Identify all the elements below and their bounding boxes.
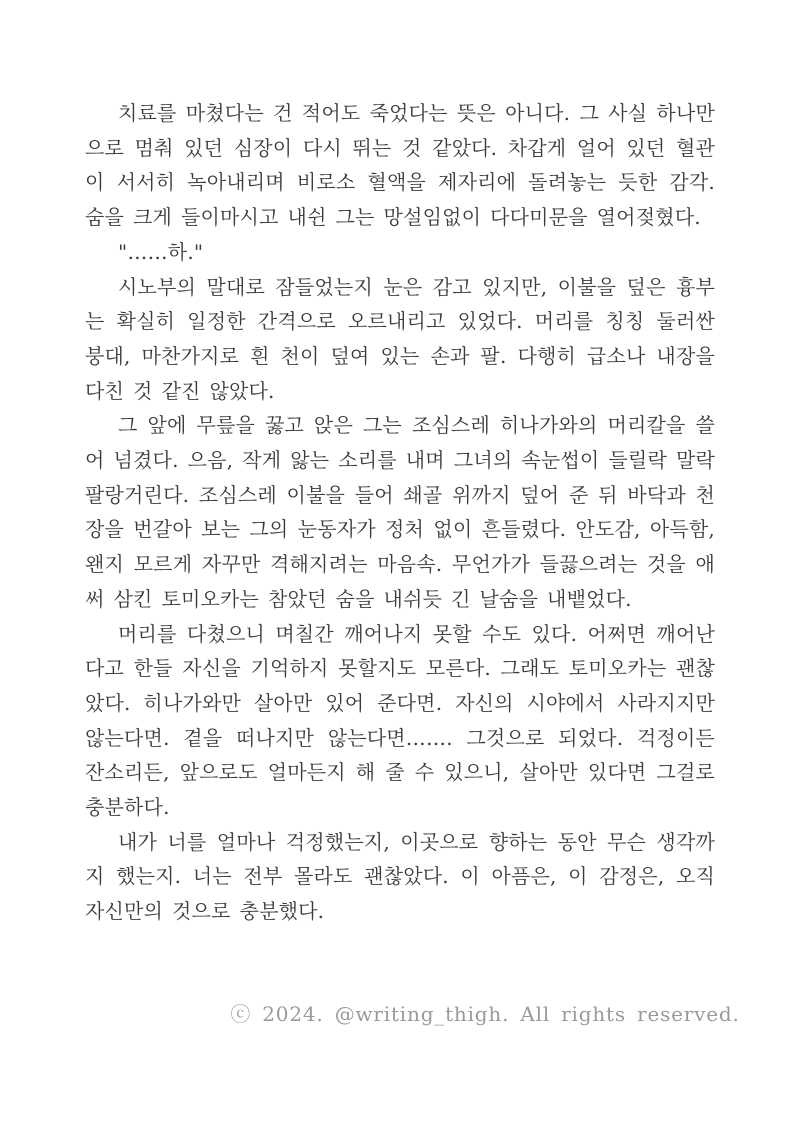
copyright-notice: ⓒ 2024. @writing_thigh. All rights reserved.	[230, 1002, 740, 1026]
text-content	[85, 96, 715, 929]
paragraph: 치료를 마쳤다는 건 적어도 죽었다는 뜻은 아니다. 그 사실 하나만으로 멈춰 있던 심장이 다시 뛰는 것 같았다. 차갑게 얼어 있던 혈관이 서서히 녹아내리며 비로소 혈액을 제자리에 돌려놓는 듯한 감각. 숨을 크게 들이마시고 내쉰 그는 망설임없이 다다미문을 열어젖혔다.	[85, 101, 715, 230]
paragraph: 머리를 다쳤으니 며칠간 깨어나지 못할 수도 있다. 어쩌면 깨어난다고 한들 자신을 기억하지 못할지도 모른다. 그래도 토미오카는 괜찮았다. 히나가와만 살아만 있어 준다면. 자신의 시야에서 사라지지만 않는다면. 곁을 떠나지만 않는다면……. 그것으로 되었다. 걱정이든 잔소리든, 앞으로도 얼마든지 해 줄 수 있으니, 살아만 있다면 그걸로 충분하다.	[85, 621, 715, 820]
paragraph: 시노부의 말대로 잠들었는지 눈은 감고 있지만, 이불을 덮은 흉부는 확실히 일정한 간격으로 오르내리고 있었다. 머리를 칭칭 둘러싼 붕대, 마찬가지로 흰 천이 덮여 있는 손과 팔. 다행히 급소나 내장을 다친 것 같진 않았다.	[85, 274, 715, 403]
paragraph: 그 앞에 무릎을 꿇고 앉은 그는 조심스레 히나가와의 머리칼을 쓸어 넘겼다. 으음, 작게 앓는 소리를 내며 그녀의 속눈썹이 들릴락 말락 팔랑거린다. 조심스레 이불을 들어 쇄골 위까지 덮어 준 뒤 바닥과 천장을 번갈아 보는 그의 눈동자가 정처 없이 흔들렸다. 안도감, 아득함, 왠지 모르게 자꾸만 격해지려는 마음속. 무언가가 들끓으려는 것을 애써 삼킨 토미오카는 참았던 숨을 내쉬듯 긴 날숨을 내뱉었다.	[85, 413, 715, 611]
paragraph: 내가 너를 얼마나 걱정했는지, 이곳으로 향하는 동안 무슨 생각까지 했는지. 너는 전부 몰라도 괜찮았다. 이 아픔은, 이 감정은, 오직 자신만의 것으로 충분했다.	[85, 829, 715, 924]
dialogue-line: "……하."	[118, 239, 204, 264]
